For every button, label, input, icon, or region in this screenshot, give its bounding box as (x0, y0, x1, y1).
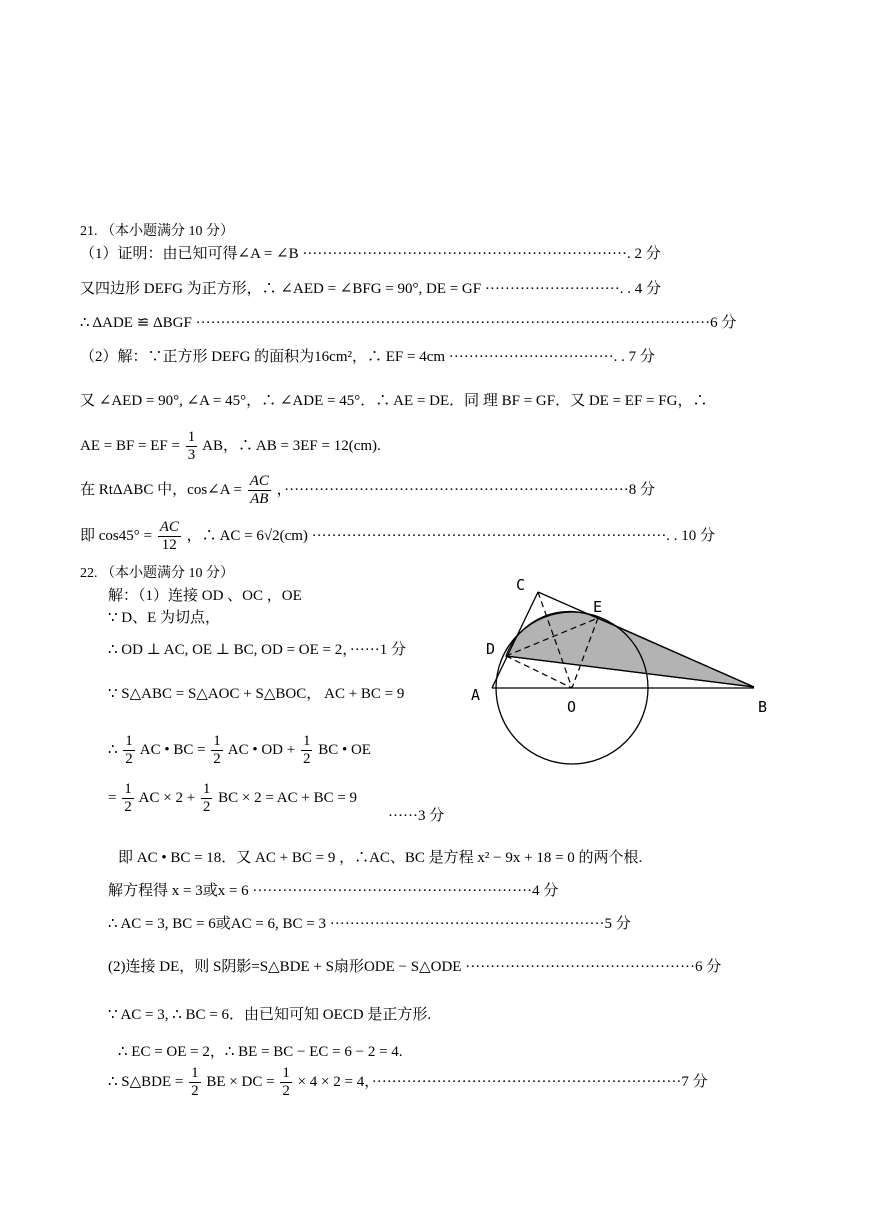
q21-header: 21. （本小题满分 10 分） (80, 224, 234, 239)
q21-line-6-a: AE = BF = EF = (80, 438, 180, 454)
label-b: B (758, 698, 768, 716)
q21-line-3: ∴ ΔADE ≌ ΔBGF ·······································································································6 分 (80, 315, 737, 331)
q22-line-9: ∴ AC = 3, BC = 6或AC = 6, BC = 3 ·······················································5 分 (108, 916, 631, 932)
q22-line-1: 解：（1）连接 OD 、OC ，OE (108, 588, 302, 604)
fraction-numerator: AC (249, 473, 269, 490)
q21-line-8-b: ，∴ AC = 6√2(cm) ·······································································. . 10 分 (186, 528, 716, 544)
q22-header: 22. （本小题满分 10 分） (80, 566, 234, 581)
fraction-numerator: 1 (213, 733, 221, 750)
q21-line-5: 又 ∠AED = 90°, ∠A = 45°，∴ ∠ADE = 45°．∴ AE = DE．同 理 BF = GF．又 DE = EF = FG，∴ (80, 393, 708, 409)
q22-line-10: (2)连接 DE，则 S阴影=S△BDE + S扇形ODE − S△ODE ··············································6 分 (108, 959, 722, 975)
fraction-denominator: 2 (124, 799, 132, 816)
q22-line-13 (108, 1062, 708, 1102)
q21-line-8 (80, 516, 715, 556)
fraction-half (123, 733, 135, 768)
q22-line-5-b: AC • BC = (139, 742, 206, 758)
q21-line-7-a: 在 RtΔABC 中，cos∠A = (80, 482, 242, 498)
q22-line-6-score: ······3 分 (388, 808, 445, 824)
q22-line-6-a: = (108, 790, 117, 806)
q22-line-13-b: BE × DC = (206, 1074, 275, 1090)
q21-line-8-a: 即 cos45° = (80, 528, 152, 544)
label-d: D (486, 640, 496, 658)
fraction-denominator: 2 (125, 751, 133, 768)
q22-line-13-a: ∴ S△BDE = (108, 1074, 184, 1090)
fraction-numerator: AC (159, 519, 179, 536)
fraction-denominator: 2 (302, 751, 311, 768)
q22-line-7: 即 AC • BC = 18．又 AC + BC = 9 ，∴AC、BC 是方程 x² − 9x + 18 = 0 的两个根. (118, 850, 643, 866)
fraction-denominator: 2 (191, 1083, 199, 1100)
geometry-figure (466, 572, 776, 772)
q22-line-6-c: BC × 2 = AC + BC = 9 (218, 790, 358, 806)
fraction-half (189, 1065, 201, 1100)
q22-line-3: ∴ OD ⊥ AC, OE ⊥ BC, OD = OE = 2，······1 分 (108, 642, 406, 658)
q21-line-2: 又四边形 DEFG 为正方形，∴ ∠AED = ∠BFG = 90°, DE = GF ···························. . 4 分 (80, 281, 661, 297)
q22-line-6-b: AC × 2 + (138, 790, 196, 806)
fraction-denominator: 3 (187, 447, 196, 464)
q22-line-11: ∵ AC = 3, ∴ BC = 6．由已知可知 OECD 是正方形. (108, 1007, 432, 1023)
fraction-numerator: 1 (302, 733, 311, 750)
fraction-half (280, 1065, 292, 1100)
label-a: A (471, 686, 481, 704)
fraction-one-third (186, 429, 198, 464)
fraction-numerator: 1 (191, 1065, 199, 1082)
q22-line-2: ∵ D、E 为切点， (108, 610, 221, 626)
fraction-denominator: AB (250, 491, 269, 508)
q22-line-5-c: AC • OD + (227, 742, 296, 758)
fraction-numerator: 1 (187, 429, 196, 446)
q22-line-5 (108, 730, 371, 770)
fraction-half (301, 733, 313, 768)
q21-line-7 (80, 470, 655, 510)
q21-line-6-b: AB，∴ AB = 3EF = 12(cm). (202, 438, 381, 454)
fraction-numerator: 1 (124, 781, 132, 798)
label-c: C (516, 576, 526, 594)
fraction-denominator: 12 (161, 537, 177, 554)
fraction-ac-ab (248, 473, 271, 508)
fraction-half (211, 733, 223, 768)
q21-line-4: （2）解：∵正方形 DEFG 的面积为16cm²，∴ EF = 4cm ·································. . 7 分 (80, 349, 655, 365)
fraction-denominator: 2 (213, 751, 221, 768)
label-e: E (593, 598, 603, 616)
q22-line-5-a: ∴ (108, 742, 118, 758)
fraction-numerator: 1 (202, 781, 211, 798)
q22-line-4: ∵ S△ABC = S△AOC + S△BOC， AC + BC = 9 (108, 686, 405, 702)
fraction-denominator: 2 (282, 1083, 290, 1100)
q22-line-6 (108, 778, 357, 818)
fraction-numerator: 1 (282, 1065, 290, 1082)
fraction-half (122, 781, 134, 816)
q21-line-1: （1）证明：由已知可得∠A = ∠B ·································································. 2 分 (80, 246, 661, 262)
fraction-ac-12 (158, 519, 181, 554)
q21-line-6 (80, 426, 381, 466)
label-o: O (567, 698, 577, 716)
fraction-denominator: 2 (202, 799, 211, 816)
q21-line-7-b: ，·····································································8 分 (276, 482, 656, 498)
q22-line-8: 解方程得 x = 3或x = 6 ························································4 分 (108, 883, 559, 899)
shaded-region (506, 611, 754, 687)
fraction-half (201, 781, 213, 816)
q22-line-5-d: BC • OE (318, 742, 371, 758)
q22-line-13-c: × 4 × 2 = 4，······························································7 分 (297, 1074, 708, 1090)
fraction-numerator: 1 (125, 733, 133, 750)
q22-line-12: ∴ EC = OE = 2，∴ BE = BC − EC = 6 − 2 = 4. (118, 1044, 403, 1060)
